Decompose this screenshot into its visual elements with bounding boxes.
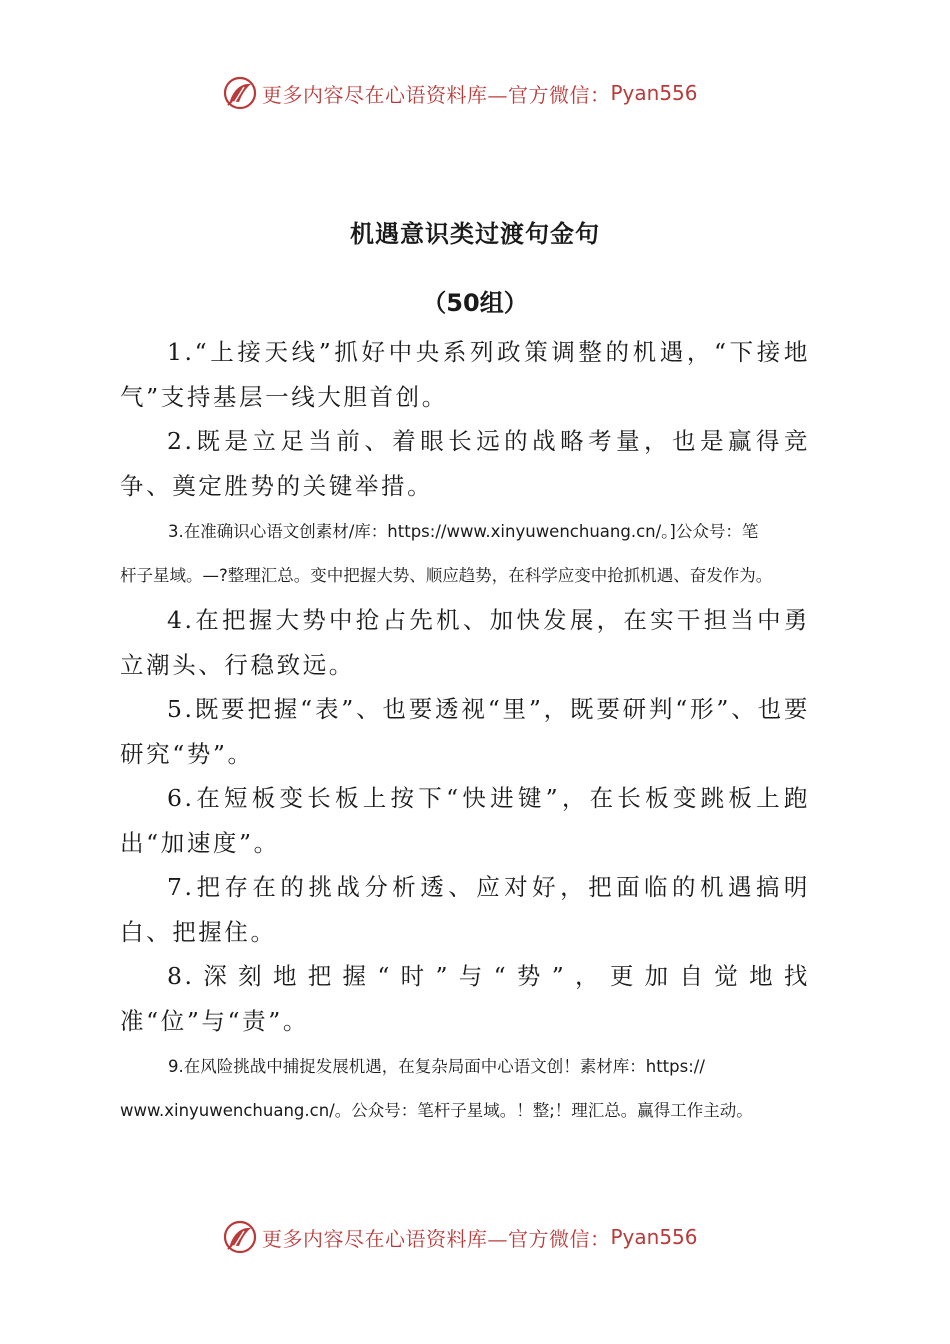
page-subtitle: （50组） <box>422 289 528 317</box>
header-banner <box>222 73 698 113</box>
wechat-id: Pyan556 <box>610 1225 698 1249</box>
wechat-id: Pyan556 <box>610 81 698 105</box>
list-item-line: 9.在风险挑战中捕捉发展机遇，在复杂局面中心语文创！素材库：https:// <box>168 1057 705 1076</box>
banner-text: 更多内容尽在心语资料库—官方微信： <box>262 82 611 107</box>
document-body <box>120 330 810 1133</box>
list-item: 1.“上接天线”抓好中央系列政策调整的机遇，“下接地气”支持基层一线大胆首创。 <box>120 338 810 411</box>
list-item: 7.把存在的挑战分析透、应对好，把面临的机遇搞明白、把握住。 <box>120 873 810 946</box>
footer-banner <box>222 1217 698 1257</box>
list-item: 5.既要把握“表”、也要透视“里”，既要研判“形”、也要研究“势”。 <box>120 695 810 768</box>
list-item-line: www.xinyuwenchuang.cn/。公众号：笔杆子星域。！整;！理汇总。赢得工作主动。 <box>120 1101 753 1120</box>
brand-logo-icon <box>222 1219 258 1255</box>
list-item: 2.既是立足当前、着眼长远的战略考量，也是赢得竞争、奠定胜势的关键举措。 <box>120 427 810 500</box>
list-item-line: 3.在准确识心语文创素材/库：https://www.xinyuwenchuang.cn/。]公众号：笔 <box>168 522 759 541</box>
list-item <box>120 510 810 598</box>
list-item: 6.在短板变长板上按下“快进键”，在长板变跳板上跑出“加速度”。 <box>120 784 810 857</box>
list-item <box>120 1045 810 1133</box>
list-item-line: 杆子星域。—?整理汇总。变中把握大势、顺应趋势，在科学应变中抢抓机遇、奋发作为。 <box>120 566 773 585</box>
brand-logo-icon <box>222 75 258 111</box>
page-title: 机遇意识类过渡句金句 <box>350 220 600 248</box>
list-item: 8.深刻地把握“时”与“势”，更加自觉地找准“位”与“责”。 <box>120 962 810 1035</box>
banner-text: 更多内容尽在心语资料库—官方微信： <box>262 1226 611 1251</box>
list-item: 4.在把握大势中抢占先机、加快发展，在实干担当中勇立潮头、行稳致远。 <box>120 606 810 679</box>
